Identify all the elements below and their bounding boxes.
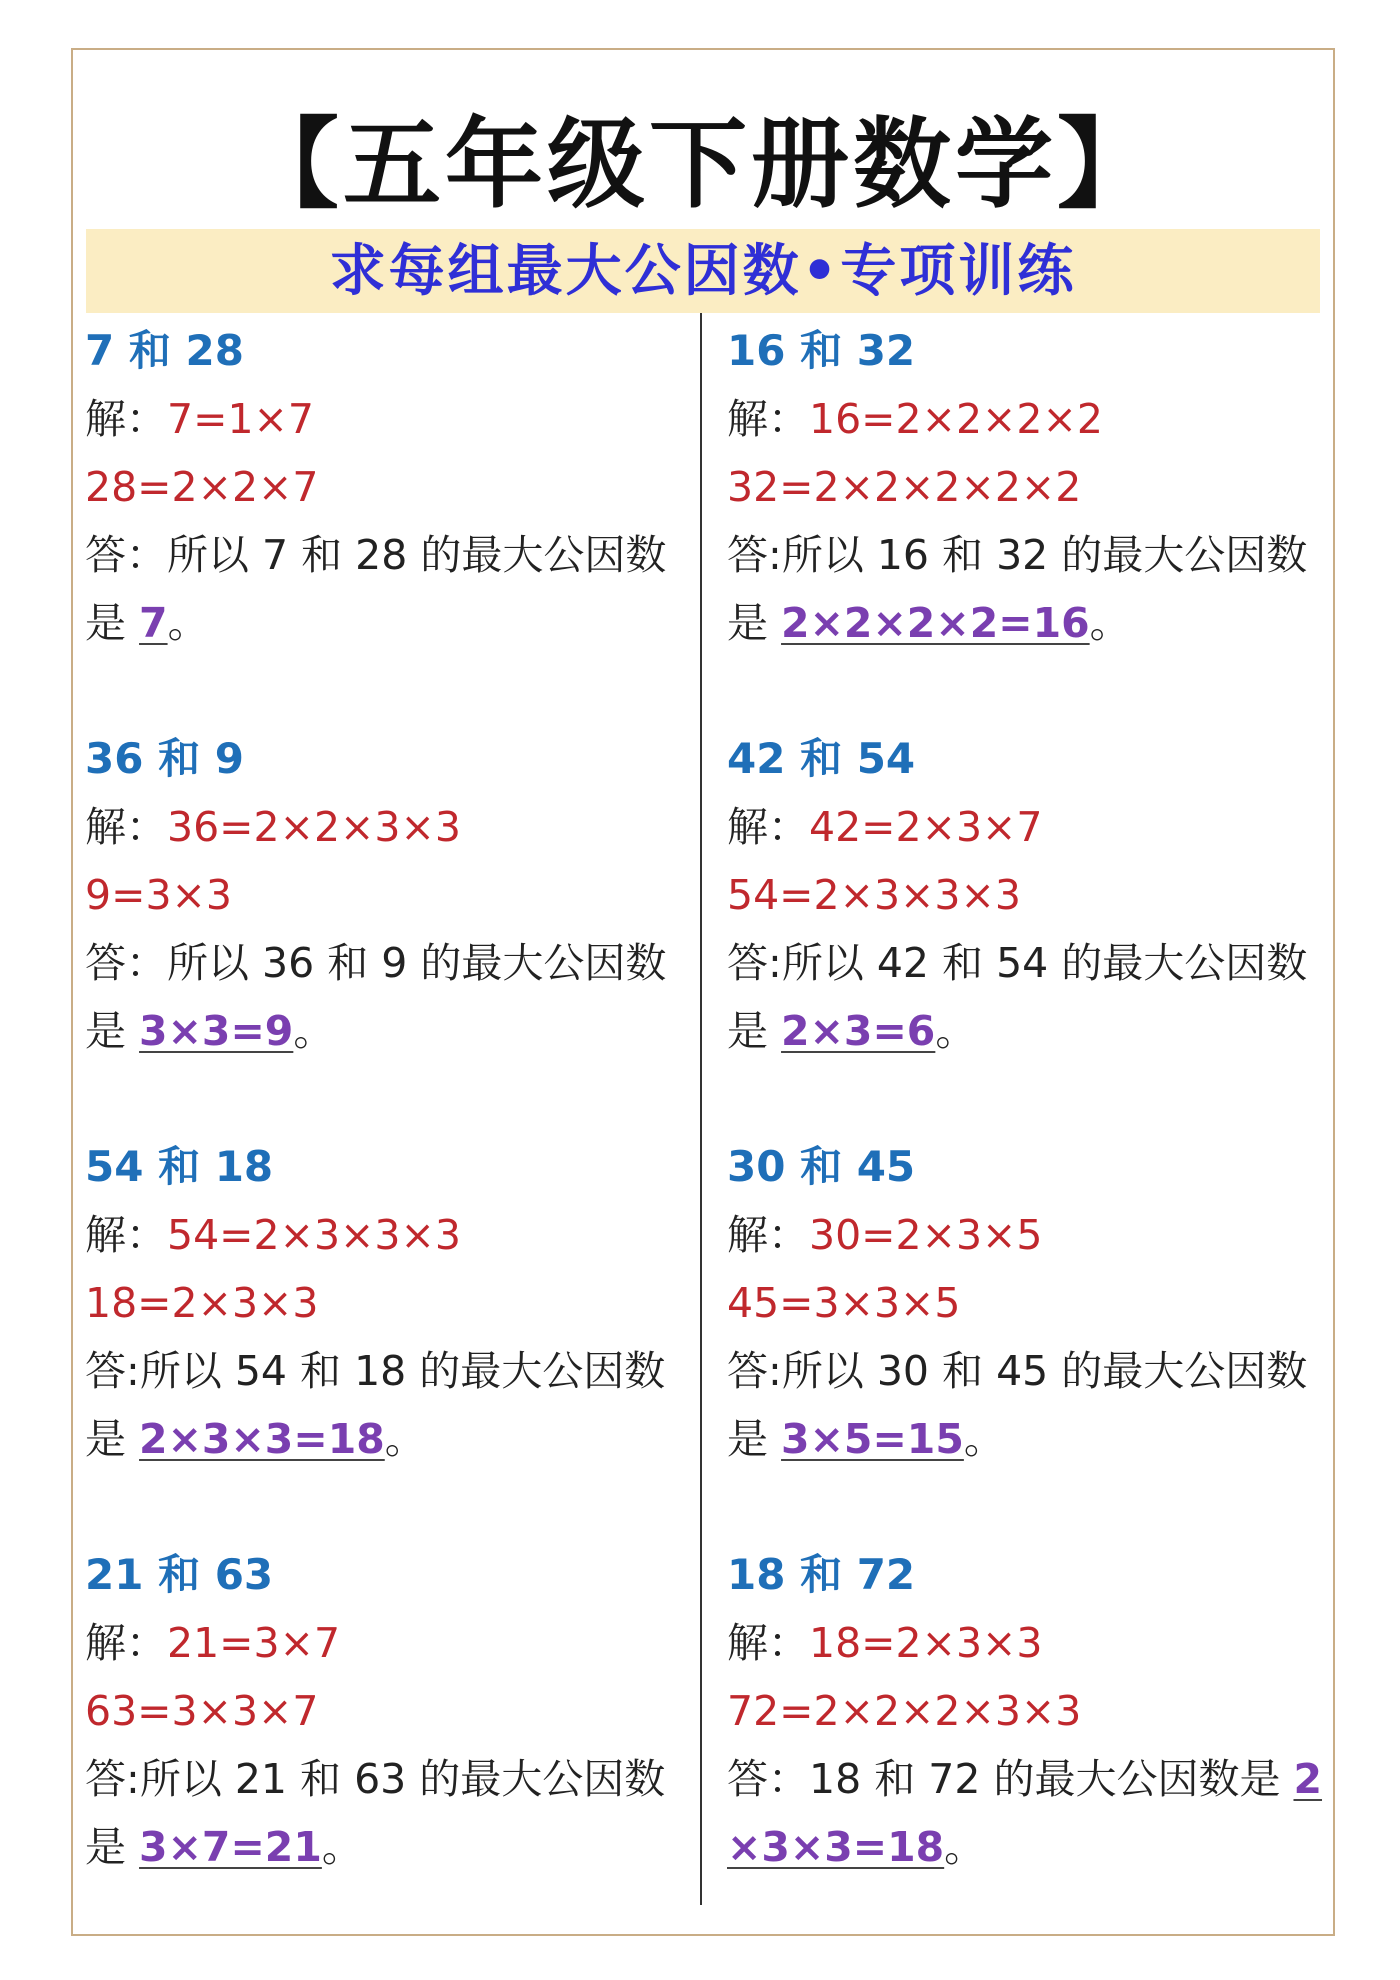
factorization: 72=2×2×2×3×3 bbox=[727, 1687, 1082, 1735]
answer-line bbox=[727, 997, 1337, 1065]
factorization: 54=2×3×3×3 bbox=[727, 871, 1021, 919]
answer-text: 答：所以 7 和 28 的最大公因数 bbox=[85, 531, 667, 579]
answer-line bbox=[727, 1813, 1337, 1881]
answer-line bbox=[85, 997, 695, 1065]
factorization: 7=1×7 bbox=[167, 395, 314, 443]
answer-value: 2×3×3=18 bbox=[139, 1415, 385, 1463]
solution-label: 解： bbox=[727, 803, 809, 851]
answer-value: 7 bbox=[139, 599, 168, 647]
answer-value: 2 bbox=[1293, 1755, 1323, 1803]
problem-heading: 36 和 9 bbox=[85, 734, 244, 783]
answer-value: 2×2×2×2=16 bbox=[781, 599, 1090, 647]
answer-line bbox=[85, 1405, 695, 1473]
factorization: 45=3×3×5 bbox=[727, 1279, 961, 1327]
answer-value: 3×7=21 bbox=[139, 1823, 322, 1871]
answer-text: 答:所以 21 和 63 的最大公因数 bbox=[85, 1755, 666, 1803]
answer-prefix: 是 bbox=[727, 599, 782, 647]
solution-line bbox=[727, 1201, 1337, 1269]
answer-end: 。 bbox=[963, 1415, 1005, 1463]
answer-text: 答：18 和 72 的最大公因数是 bbox=[727, 1755, 1294, 1803]
answer-end: 。 bbox=[935, 1007, 977, 1055]
answer-line bbox=[85, 589, 695, 657]
answer-prefix: 是 bbox=[727, 1415, 782, 1463]
answer-value: 2×3=6 bbox=[781, 1007, 936, 1055]
answer-value: 3×3=9 bbox=[139, 1007, 294, 1055]
solution-label: 解： bbox=[85, 1619, 167, 1667]
problem-heading: 16 和 32 bbox=[727, 326, 916, 375]
problem-heading: 21 和 63 bbox=[85, 1550, 274, 1599]
subtitle-band bbox=[86, 229, 1320, 313]
problem-block bbox=[727, 1541, 1337, 1881]
problem-block bbox=[85, 725, 695, 1065]
factorization: 9=3×3 bbox=[85, 871, 232, 919]
solution-label: 解： bbox=[85, 1211, 167, 1259]
problem-block bbox=[85, 1133, 695, 1473]
answer-prefix: 是 bbox=[727, 1007, 782, 1055]
answer-text: 答：所以 36 和 9 的最大公因数 bbox=[85, 939, 667, 987]
problem-block bbox=[727, 1133, 1337, 1473]
factorization: 42=2×3×7 bbox=[809, 803, 1043, 851]
solution-line bbox=[727, 385, 1337, 453]
solution-line bbox=[85, 385, 695, 453]
answer-prefix: 是 bbox=[85, 1415, 140, 1463]
factorization: 28=2×2×7 bbox=[85, 463, 319, 511]
problem-heading: 7 和 28 bbox=[85, 326, 244, 375]
answer-value: ×3×3=18 bbox=[727, 1823, 945, 1871]
problem-heading: 42 和 54 bbox=[727, 734, 916, 783]
solution-label: 解： bbox=[85, 395, 167, 443]
factorization: 30=2×3×5 bbox=[809, 1211, 1043, 1259]
answer-line bbox=[85, 1813, 695, 1881]
answer-end: 。 bbox=[384, 1415, 426, 1463]
answer-text: 答:所以 16 和 32 的最大公因数 bbox=[727, 531, 1308, 579]
answer-end: 。 bbox=[1089, 599, 1131, 647]
solution-line bbox=[85, 1609, 695, 1677]
answer-end: 。 bbox=[167, 599, 209, 647]
answer-line bbox=[727, 1745, 1337, 1813]
answer-line bbox=[727, 589, 1337, 657]
solution-line bbox=[727, 793, 1337, 861]
page-title: 【五年级下册数学】 bbox=[240, 107, 1159, 222]
factorization: 54=2×3×3×3 bbox=[167, 1211, 461, 1259]
solution-line bbox=[85, 1201, 695, 1269]
solution-label: 解： bbox=[727, 1211, 809, 1259]
factorization: 36=2×2×3×3 bbox=[167, 803, 461, 851]
solution-line bbox=[727, 1609, 1337, 1677]
answer-text: 答:所以 30 和 45 的最大公因数 bbox=[727, 1347, 1308, 1395]
answer-text: 答:所以 54 和 18 的最大公因数 bbox=[85, 1347, 666, 1395]
answer-line bbox=[727, 1405, 1337, 1473]
factorization: 16=2×2×2×2 bbox=[809, 395, 1103, 443]
answer-prefix: 是 bbox=[85, 1007, 140, 1055]
answer-prefix: 是 bbox=[85, 599, 140, 647]
factorization: 63=3×3×7 bbox=[85, 1687, 319, 1735]
answer-end: 。 bbox=[944, 1823, 986, 1871]
factorization: 18=2×3×3 bbox=[809, 1619, 1043, 1667]
problem-heading: 54 和 18 bbox=[85, 1142, 274, 1191]
page-subtitle: 求每组最大公因数•专项训练 bbox=[329, 238, 1077, 304]
answer-end: 。 bbox=[321, 1823, 363, 1871]
solution-label: 解： bbox=[727, 395, 809, 443]
problem-block bbox=[727, 725, 1337, 1065]
problem-heading: 18 和 72 bbox=[727, 1550, 916, 1599]
answer-text: 答:所以 42 和 54 的最大公因数 bbox=[727, 939, 1308, 987]
problem-heading: 30 和 45 bbox=[727, 1142, 916, 1191]
column-divider bbox=[700, 313, 702, 1905]
solution-label: 解： bbox=[727, 1619, 809, 1667]
answer-prefix: 是 bbox=[85, 1823, 140, 1871]
answer-value: 3×5=15 bbox=[781, 1415, 964, 1463]
problem-block bbox=[727, 317, 1337, 657]
factorization: 32=2×2×2×2×2 bbox=[727, 463, 1082, 511]
problem-block bbox=[85, 317, 695, 657]
solution-label: 解： bbox=[85, 803, 167, 851]
factorization: 21=3×7 bbox=[167, 1619, 341, 1667]
problem-block bbox=[85, 1541, 695, 1881]
factorization: 18=2×3×3 bbox=[85, 1279, 319, 1327]
answer-end: 。 bbox=[293, 1007, 335, 1055]
solution-line bbox=[85, 793, 695, 861]
